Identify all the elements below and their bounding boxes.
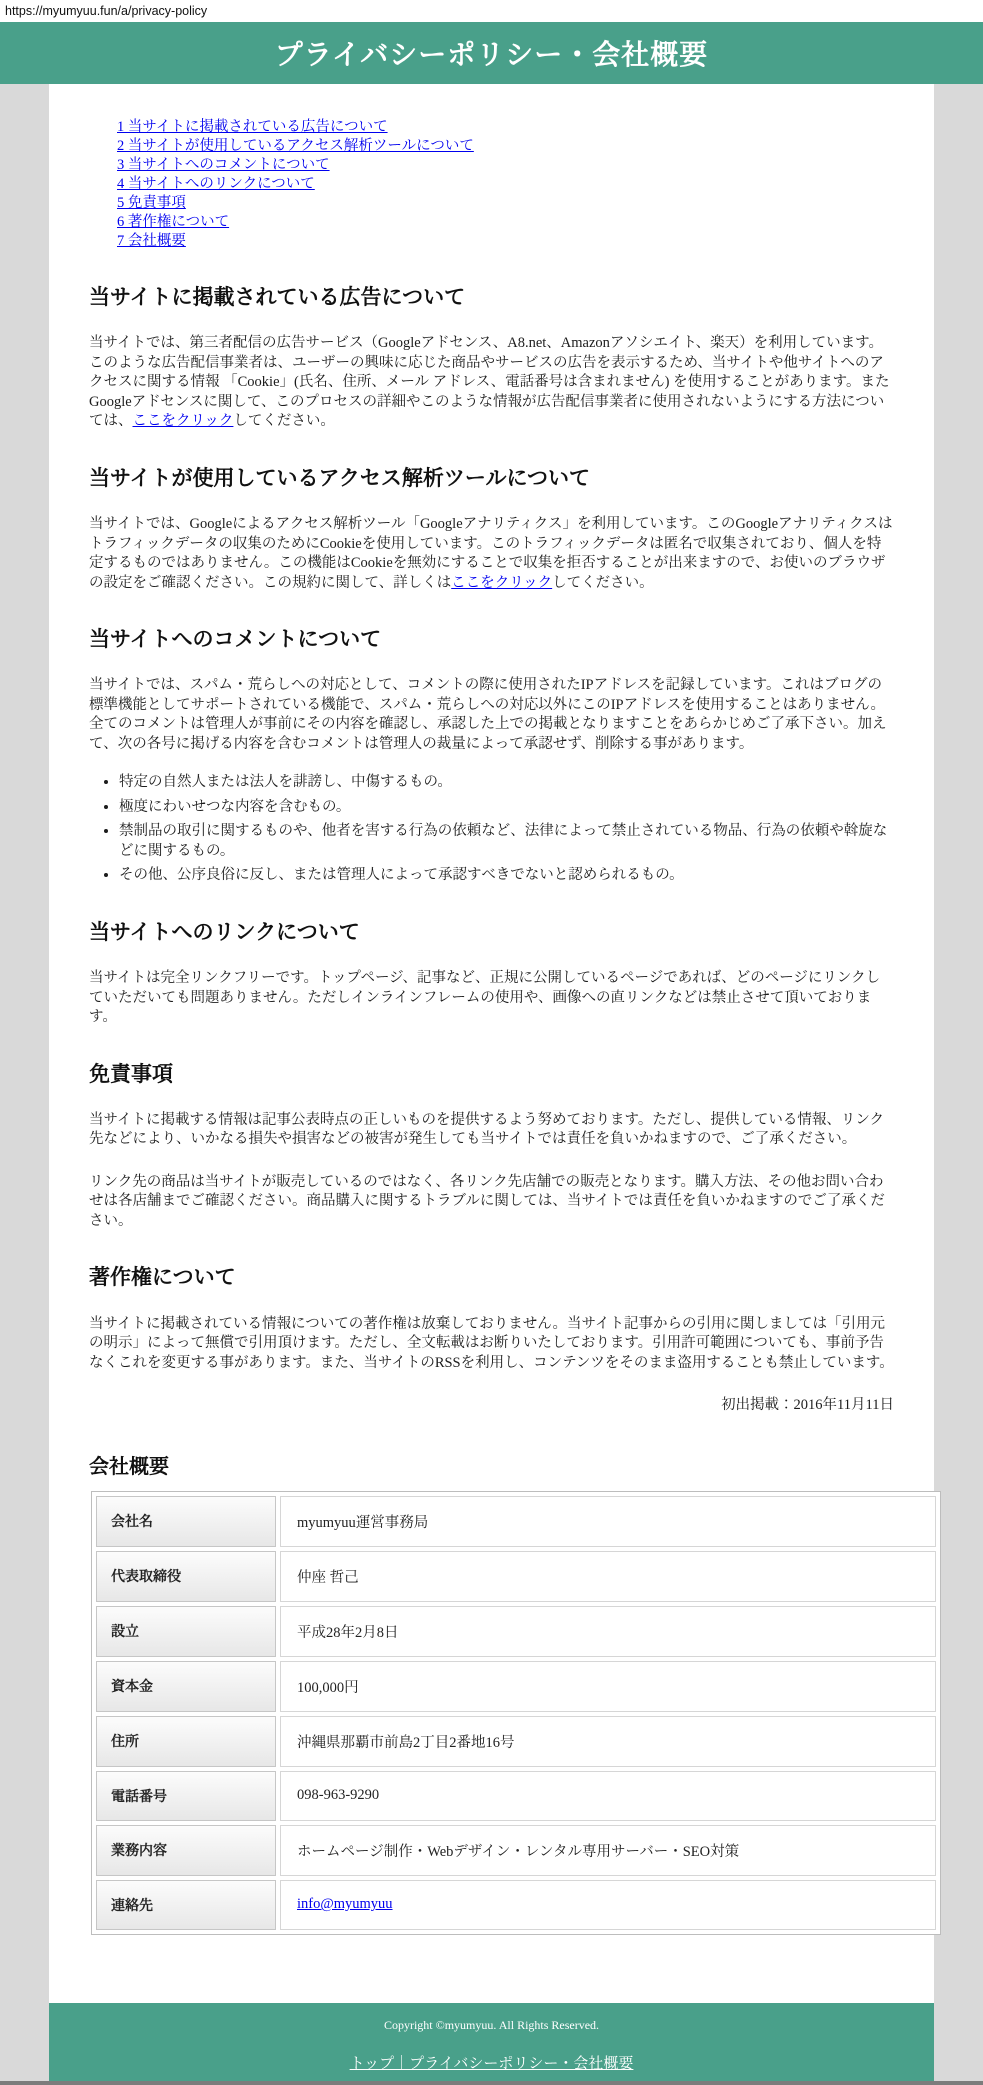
company-row-value: myumyuu運営事務局	[280, 1496, 936, 1547]
toc-link-disclaimer[interactable]: 5 免責事項	[117, 195, 186, 211]
table-row	[96, 1551, 936, 1602]
section-copyright	[89, 1265, 894, 1415]
page-footer	[49, 2003, 934, 2081]
list-item: • その他、公序良俗に反し、または管理人によって承認すべきでないと認められるもの。	[119, 866, 894, 886]
section-analytics-paragraph	[89, 515, 894, 593]
section-links	[89, 920, 894, 1028]
section-ads-text: 当サイトでは、第三者配信の広告サービス（Googleアドセンス、A8.net、Amazonアソシエイト、楽天）を利用しています。このような広告配信事業者は、ユーザーの興味に応じた商品やサービスの広告を表示するため、当サイトや他サイトへのアクセスに関する情報 「Cookie」(氏名、住所、メール アドレス、電話番号は含まれません) を使用することがあります。またGoogleアドセンスに関して、このプロセスの詳細やこのような情報が広告配信事業者に使用されないようにする方法については、	[89, 335, 890, 430]
content-area	[49, 84, 934, 2003]
table-row	[96, 1825, 936, 1876]
section-ads-heading: 当サイトに掲載されている広告について	[89, 286, 466, 309]
section-analytics	[89, 466, 894, 593]
window-bottom-edge	[0, 2081, 983, 2085]
company-row-value	[280, 1880, 936, 1930]
company-row-label: 電話番号	[96, 1771, 276, 1821]
toc-link-links[interactable]: 4 当サイトへのリンクについて	[117, 176, 315, 192]
list-item: • 極度にわいせつな内容を含むもの。	[119, 798, 894, 818]
toc-link-company[interactable]: 7 会社概要	[117, 233, 186, 249]
footer-nav	[49, 2052, 934, 2073]
section-company	[89, 1450, 894, 1935]
company-row-label: 会社名	[96, 1496, 276, 1547]
section-ads-paragraph	[89, 334, 894, 432]
toc-link-comments[interactable]: 3 当サイトへのコメントについて	[117, 157, 330, 173]
section-disclaimer-paragraph-1: 当サイトに掲載する情報は記事公表時点の正しいものを提供するよう努めております。ただし、提供している情報、リンク先などにより、いかなる損失や損害などの被害が発生しても当サイトでは責任を負いかねますので、ご了承ください。	[89, 1111, 885, 1148]
copyright-notice: Copyright ©myumyuu. All Rights Reserved.	[383, 2018, 600, 2032]
section-analytics-text-after: してください。	[552, 574, 654, 591]
section-ads	[89, 285, 894, 432]
company-row-value: 沖縄県那覇市前島2丁目2番地16号	[280, 1716, 936, 1767]
table-row	[96, 1496, 936, 1547]
table-row	[96, 1716, 936, 1767]
company-row-label: 設立	[96, 1606, 276, 1657]
contact-email-link[interactable]: info@myumyuu	[297, 1896, 393, 1912]
page-title: プライバシーポリシー・会社概要	[274, 39, 709, 70]
analytics-terms-link[interactable]: ここをクリック	[451, 574, 553, 591]
company-info-table	[91, 1491, 941, 1935]
section-comments-paragraph: 当サイトでは、スパム・荒らしへの対応として、コメントの際に使用されたIPアドレスを記録しています。これはブログの標準機能としてサポートされている機能で、スパム・荒らしへの対応以外にこのIPアドレスを使用することはありません。全てのコメントは管理人が事前にその内容を確認し、承認した上での掲載となりますことをあらかじめご了承下さい。加えて、次の各号に掲げる内容を含むコメントは管理人の裁量によって承認せず、削除する事があります。	[89, 677, 887, 752]
company-row-value: 仲座 哲己	[280, 1551, 936, 1602]
section-disclaimer-heading: 免責事項	[89, 1062, 173, 1086]
section-ads-text-after: してください。	[233, 413, 335, 430]
table-row	[96, 1661, 936, 1712]
toc-link-ads[interactable]: 1 当サイトに掲載されている広告について	[117, 119, 388, 135]
company-row-value: 100,000円	[280, 1661, 936, 1712]
first-published-date: 初出掲載：2016年11月11日	[721, 1397, 894, 1413]
company-row-label: 住所	[96, 1716, 276, 1767]
table-row	[96, 1606, 936, 1657]
company-row-value: 平成28年2月8日	[280, 1606, 936, 1657]
company-heading: 会社概要	[89, 1455, 169, 1478]
address-bar[interactable]	[0, 0, 983, 22]
toc-link-copyright[interactable]: 6 著作権について	[117, 214, 230, 230]
section-analytics-text: 当サイトでは、Googleによるアクセス解析ツール「Googleアナリティクス」を利用しています。このGoogleアナリティクスはトラフィックデータの収集のためにCookieを使用しています。このトラフィックデータは匿名で収集されており、個人を特定するものではありません。この機能はCookieを無効にすることで収集を拒否することが出来ますので、お使いのブラウザの設定をご確認ください。この規約に関して、詳しくは	[89, 516, 893, 591]
section-comments-heading: 当サイトへのコメントについて	[89, 628, 382, 651]
company-row-value: 098-963-9290	[280, 1771, 936, 1821]
comment-rule-list	[119, 773, 894, 886]
company-row-label: 代表取締役	[96, 1551, 276, 1602]
section-links-heading: 当サイトへのリンクについて	[89, 920, 360, 944]
footer-background	[0, 2003, 983, 2081]
list-item: • 禁制品の取引に関するものや、他者を害する行為の依頼など、法律によって禁止されている物品、行為の依頼や斡旋などに関するもの。	[119, 822, 894, 861]
page-url: https://myumyuu.fun/a/privacy-policy	[5, 4, 208, 18]
company-row-label: 連絡先	[96, 1880, 276, 1930]
company-row-value: ホームページ制作・Webデザイン・レンタル専用サーバー・SEO対策	[280, 1825, 936, 1876]
section-copyright-heading: 著作権について	[89, 1266, 236, 1290]
footer-nav-link[interactable]: トップ｜プライバシーポリシー・会社概要	[349, 2055, 634, 2072]
ads-optout-link[interactable]: ここをクリック	[132, 413, 234, 430]
section-disclaimer	[89, 1062, 894, 1232]
toc-link-analytics[interactable]: 2 当サイトが使用しているアクセス解析ツールについて	[117, 138, 474, 154]
section-copyright-paragraph: 当サイトに掲載されている情報についての著作権は放棄しておりません。当サイト記事からの引用に関しましては「引用元の明示」によって無償で引用頂けます。ただし、全文転載はお断りいたしております。引用許可範囲についても、事前予告なくこれを変更する事があります。また、当サイトのRSSを利用し、コンテンツをそのまま盗用することも禁止しています。	[89, 1315, 894, 1371]
company-row-label: 資本金	[96, 1661, 276, 1712]
company-row-label: 業務内容	[96, 1825, 276, 1876]
section-analytics-heading: 当サイトが使用しているアクセス解析ツールについて	[89, 466, 591, 490]
table-row	[96, 1880, 936, 1930]
section-disclaimer-paragraph-2: リンク先の商品は当サイトが販売しているのではなく、各リンク先店舗での販売となります。購入方法、その他お問い合わせは各店舗までご確認ください。商品購入に関するトラブルに関しては、当サイトでは責任を負いかねますのでご了承ください。	[89, 1173, 885, 1229]
section-comments	[89, 627, 894, 886]
list-item: • 特定の自然人または法人を誹謗し、中傷するもの。	[119, 773, 894, 793]
table-of-contents	[117, 118, 894, 251]
table-row	[96, 1771, 936, 1821]
section-links-paragraph: 当サイトは完全リンクフリーです。トップページ、記事など、正規に公開しているページであれば、どのページにリンクしていただいても問題ありません。ただしインラインフレームの使用や、画像への直リンクなどは禁止させて頂いております。	[89, 970, 881, 1025]
page-header	[0, 22, 983, 84]
